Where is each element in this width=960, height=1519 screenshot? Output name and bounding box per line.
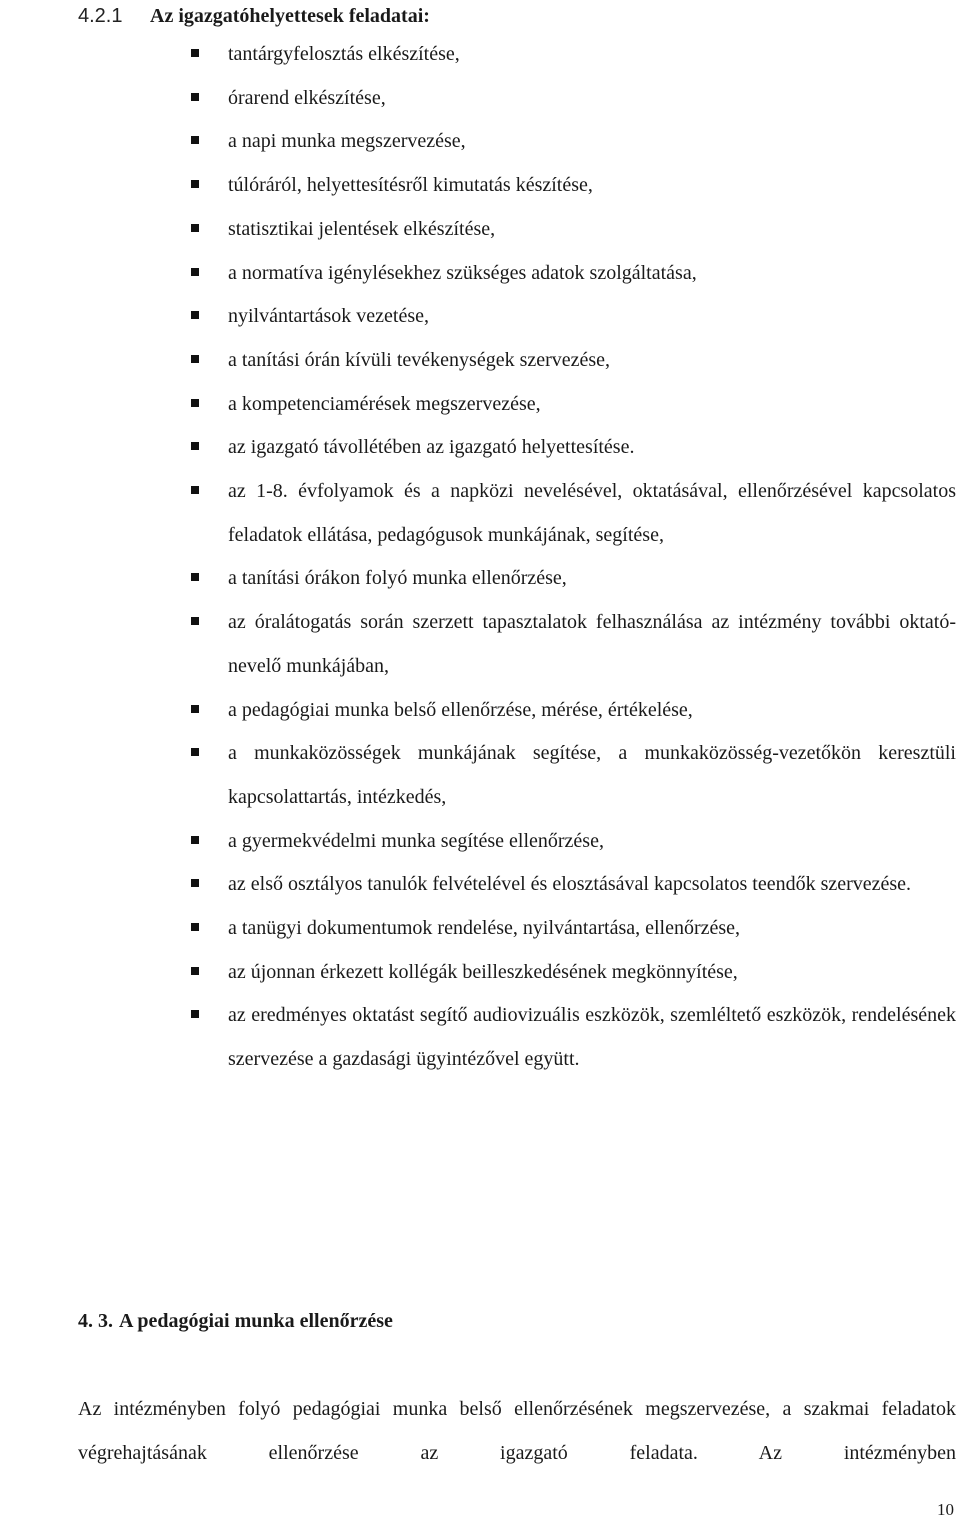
list-item xyxy=(0,383,960,427)
list-item-text: a napi munka megszervezése, xyxy=(228,130,466,153)
list-item-text: az óralátogatás során szerzett tapasztalatok felhasználása az intézmény további oktató-nevelő munkájában, xyxy=(228,611,956,677)
list-item xyxy=(0,601,960,688)
list-item xyxy=(0,33,960,77)
list-item-text: statisztikai jelentések elkészítése, xyxy=(228,217,496,240)
square-bullet-icon xyxy=(191,224,199,232)
list-item xyxy=(0,951,960,995)
list-item-text: a gyermekvédelmi munka segítése ellenőrzése, xyxy=(228,829,604,852)
list-item xyxy=(0,907,960,951)
square-bullet-icon xyxy=(191,879,199,887)
section-title: A pedagógiai munka ellenőrzése xyxy=(119,1310,393,1332)
square-bullet-icon xyxy=(191,923,199,931)
section-number: 4. 3. xyxy=(78,1310,113,1332)
square-bullet-icon xyxy=(191,355,199,363)
list-item xyxy=(0,689,960,733)
list-item-text: az igazgató távollétében az igazgató helyettesítése. xyxy=(228,436,635,459)
square-bullet-icon xyxy=(191,136,199,144)
square-bullet-icon xyxy=(191,573,199,581)
square-bullet-icon xyxy=(191,442,199,450)
list-item xyxy=(0,470,960,557)
body-paragraph: Az intézményben folyó pedagógiai munka belső ellenőrzésének megszervezése, a szakmai feladatok végrehajtásának ellenőrzése az igazgató feladata. Az intézményben xyxy=(78,1398,956,1464)
task-list xyxy=(0,33,960,1082)
list-item xyxy=(0,208,960,252)
list-item xyxy=(0,339,960,383)
list-item-text: az eredményes oktatást segítő audiovizuális eszközök, szemléltető eszközök, rendelésének szervezése a gazdasági ügyintézővel együtt. xyxy=(228,1004,956,1071)
square-bullet-icon xyxy=(191,617,199,625)
section-heading-4-3 xyxy=(78,1306,393,1336)
page-number: 10 xyxy=(937,1500,954,1519)
square-bullet-icon xyxy=(191,93,199,101)
list-item xyxy=(0,164,960,208)
list-item-text: tantárgyfelosztás elkészítése, xyxy=(228,43,460,65)
list-item-text: a munkaközösségek munkájának segítése, a munkaközösség-vezetőkön keresztüli kapcsolattartás, intézkedés, xyxy=(228,742,956,808)
square-bullet-icon xyxy=(191,311,199,319)
list-item-text: az első osztályos tanulók felvételével és elosztásával kapcsolatos teendők szervezése. xyxy=(228,873,912,896)
list-item-text: túlóráról, helyettesítésről kimutatás készítése, xyxy=(228,174,593,197)
list-item xyxy=(0,77,960,121)
list-item-text: nyilvántartások vezetése, xyxy=(228,305,430,328)
list-item-text: a tanügyi dokumentumok rendelése, nyilvántartása, ellenőrzése, xyxy=(228,917,741,940)
list-item xyxy=(0,295,960,339)
square-bullet-icon xyxy=(191,836,199,844)
list-item-text: az 1-8. évfolyamok és a napközi nevelésével, oktatásával, ellenőrzésével kapcsolatos feladatok ellátása, pedagógusok munkájának, segítése, xyxy=(228,480,956,546)
list-item-text: a normatíva igénylésekhez szükséges adatok szolgáltatása, xyxy=(228,261,697,284)
square-bullet-icon xyxy=(191,1010,199,1018)
list-item xyxy=(0,557,960,601)
section-heading-4-2-1 xyxy=(78,0,430,32)
square-bullet-icon xyxy=(191,49,199,57)
square-bullet-icon xyxy=(191,967,199,975)
square-bullet-icon xyxy=(191,486,199,494)
square-bullet-icon xyxy=(191,268,199,276)
list-item-text: a kompetenciamérések megszervezése, xyxy=(228,392,541,415)
list-item xyxy=(0,120,960,164)
list-item xyxy=(0,994,960,1081)
list-item xyxy=(0,426,960,470)
list-item xyxy=(0,863,960,907)
square-bullet-icon xyxy=(191,180,199,188)
list-item-text: a tanítási órán kívüli tevékenységek szervezése, xyxy=(228,348,611,371)
section-number: 4.2.1 xyxy=(78,4,123,27)
list-item-text: a tanítási órákon folyó munka ellenőrzése, xyxy=(228,567,567,590)
list-item xyxy=(0,252,960,296)
list-item-text: az újonnan érkezett kollégák beilleszkedésének megkönnyítése, xyxy=(228,960,738,983)
list-item-text: órarend elkészítése, xyxy=(228,86,386,109)
section-title: Az igazgatóhelyettesek feladatai: xyxy=(150,4,430,27)
list-item-text: a pedagógiai munka belső ellenőrzése, mérése, értékelése, xyxy=(228,698,693,721)
square-bullet-icon xyxy=(191,399,199,407)
list-item xyxy=(0,820,960,864)
list-item xyxy=(0,732,960,819)
square-bullet-icon xyxy=(191,705,199,713)
square-bullet-icon xyxy=(191,748,199,756)
